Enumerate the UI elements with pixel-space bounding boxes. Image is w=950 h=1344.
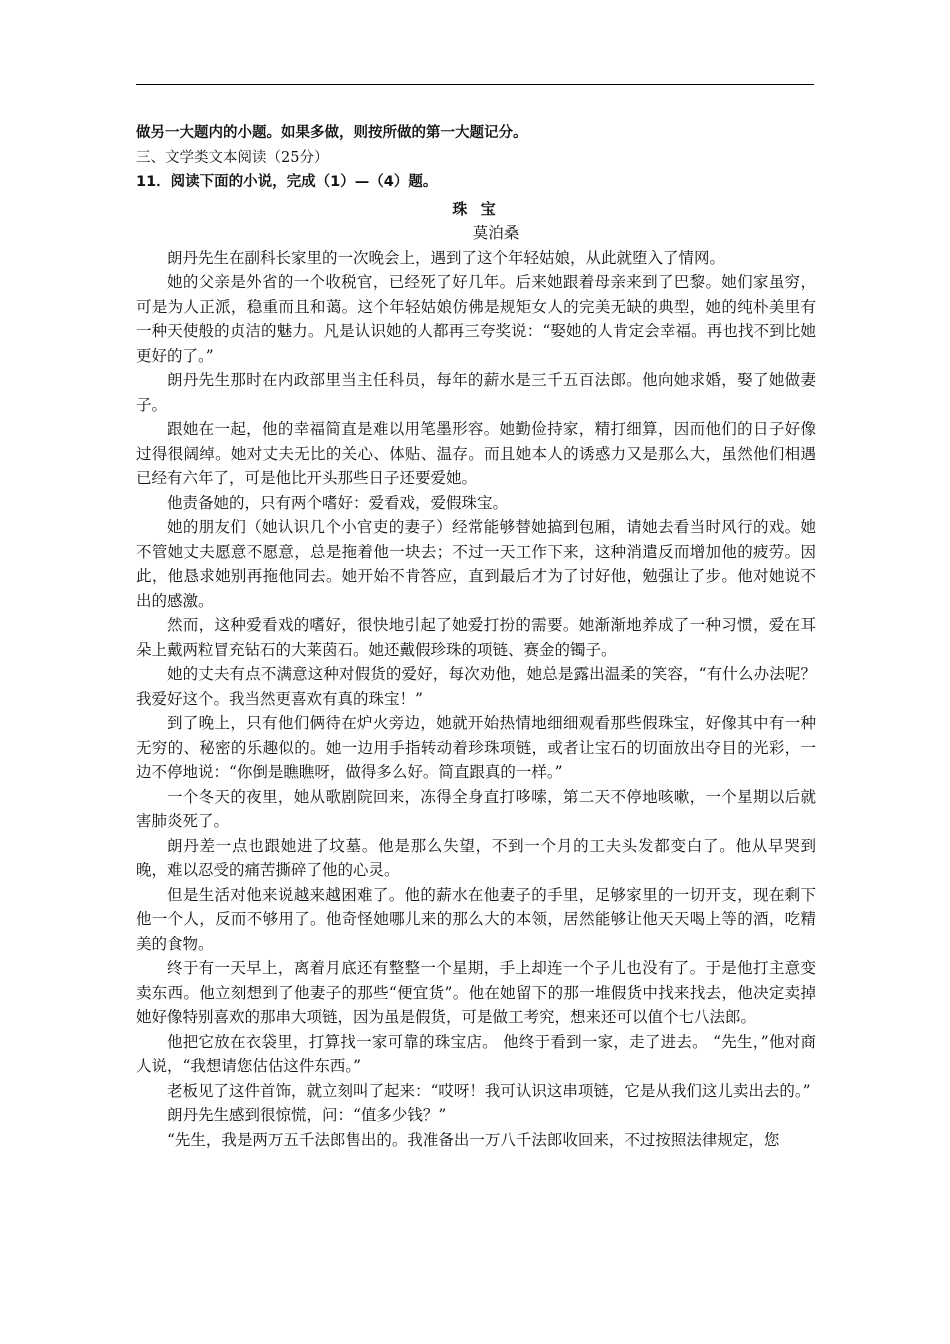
paragraph: 朗丹先生感到很惊慌，问：“值多少钱？” [167, 1106, 447, 1124]
story-title: 珠 宝 [452, 199, 500, 218]
question-heading: 11．阅读下面的小说，完成（1）—（4）题。 [136, 174, 438, 190]
paragraph: 跟她在一起，他的幸福简直是难以用笔墨形容。她勤俭持家，精打细算，因而他们的日子好像过得很阔绰。她对丈夫无比的关心、体贴、温存。而且她本人的诱惑力又是那么大，虽然他们相遇已经有六年了，可是他比开头那些日子还要爱她。 [136, 420, 816, 487]
paragraph: 老板见了这件首饰，就立刻叫了起来：“哎呀！我可认识这串项链，它是从我们这儿卖出去的。” [167, 1081, 811, 1100]
paragraph: 他责备她的，只有两个嗜好：爱看戏，爱假珠宝。 [167, 493, 509, 512]
paragraph: 一个冬天的夜里，她从歌剧院回来，冻得全身直打哆嗦，第二天不停地咳嗽，一个星期以后就害肺炎死了。 [136, 787, 816, 830]
paragraph: 她的父亲是外省的一个收税官，已经死了好几年。后来她跟着母亲来到了巴黎。她们家虽穷，可是为人正派，稳重而且和蔼。这个年轻姑娘仿佛是规矩女人的完美无缺的典型，她的纯朴美里有一种天使般的贞洁的魅力。凡是认识她的人都再三夸奖说：“娶她的人肯定会幸福。再也找不到比她更好的了。” [136, 273, 816, 365]
paragraph: 然而，这种爱看戏的嗜好，很快地引起了她爱打扮的需要。她渐渐地养成了一种习惯，爱在耳朵上戴两粒冒充钻石的大莱茵石。她还戴假珍珠的项链、赛金的镯子。 [136, 616, 816, 659]
paragraph: 终于有一天早上，离着月底还有整整一个星期，手上却连一个子儿也没有了。于是他打主意变卖东西。他立刻想到了他妻子的那些“便宜货”。他在她留下的那一堆假货中找来找去，他决定卖掉她好像特别喜欢的那串大项链，因为虽是假货，可是做工考究，想来还可以值个七八法郎。 [136, 959, 816, 1026]
paragraph: 朗丹先生那时在内政部里当主任科员，每年的薪水是三千五百法郎。他向她求婚，娶了她做妻子。 [136, 371, 816, 414]
paragraph: 她的丈夫有点不满意这种对假货的爱好，每次劝他，她总是露出温柔的笑容，“有什么办法呢？我爱好这个。我当然更喜欢有真的珠宝！” [136, 665, 816, 708]
paragraph: “先生，我是两万五千法郎售出的。我准备出一万八千法郎收回来，不过按照法律规定，您 [167, 1130, 780, 1149]
paragraph: 她的朋友们（她认识几个小官吏的妻子）经常能够替她搞到包厢，请她去看当时风行的戏。她不管她丈夫愿意不愿意，总是拖着他一块去；不过一天工作下来，这种消遣反而增加他的疲劳。因此，他恳求她别再拖他同去。她开始不肯答应，直到最后才为了讨好他，勉强让了步。他对她说不出的感激。 [136, 518, 816, 610]
paragraph: 到了晚上，只有他们俩待在炉火旁边，她就开始热情地细细观看那些假珠宝，好像其中有一种无穷的、秘密的乐趣似的。她一边用手指转动着珍珠项链，或者让宝石的切面放出夺目的光彩，一边不停地说：“你倒是瞧瞧呀，做得多么好。简直跟真的一样。” [136, 714, 816, 781]
instruction-line: 做另一大题内的小题。如果多做，则按所做的第一大题记分。 [136, 125, 528, 141]
section-heading: 三、文学类文本阅读（25分） [136, 149, 329, 166]
paragraph: 朗丹差一点也跟她进了坟墓。他是那么失望，不到一个月的工夫头发都变白了。他从早哭到晚，难以忍受的痛苦撕碎了他的心灵。 [136, 836, 816, 879]
paragraph: 朗丹先生在副科长家里的一次晚会上，遇到了这个年轻姑娘，从此就堕入了情网。 [167, 248, 726, 267]
document-body [136, 121, 816, 1152]
story-author: 莫泊桑 [472, 224, 520, 242]
paragraph: 他把它放在衣袋里，打算找一家可靠的珠宝店。 他终于看到一家，走了进去。 “先生，”他对商人说，“我想请您估估这件东西。” [136, 1032, 816, 1075]
header-rule [136, 84, 814, 85]
paragraph: 但是生活对他来说越来越困难了。他的薪水在他妻子的手里，足够家里的一切开支，现在剩下他一个人，反而不够用了。他奇怪她哪儿来的那么大的本领，居然能够让他天天喝上等的酒，吃精美的食物。 [136, 885, 816, 953]
